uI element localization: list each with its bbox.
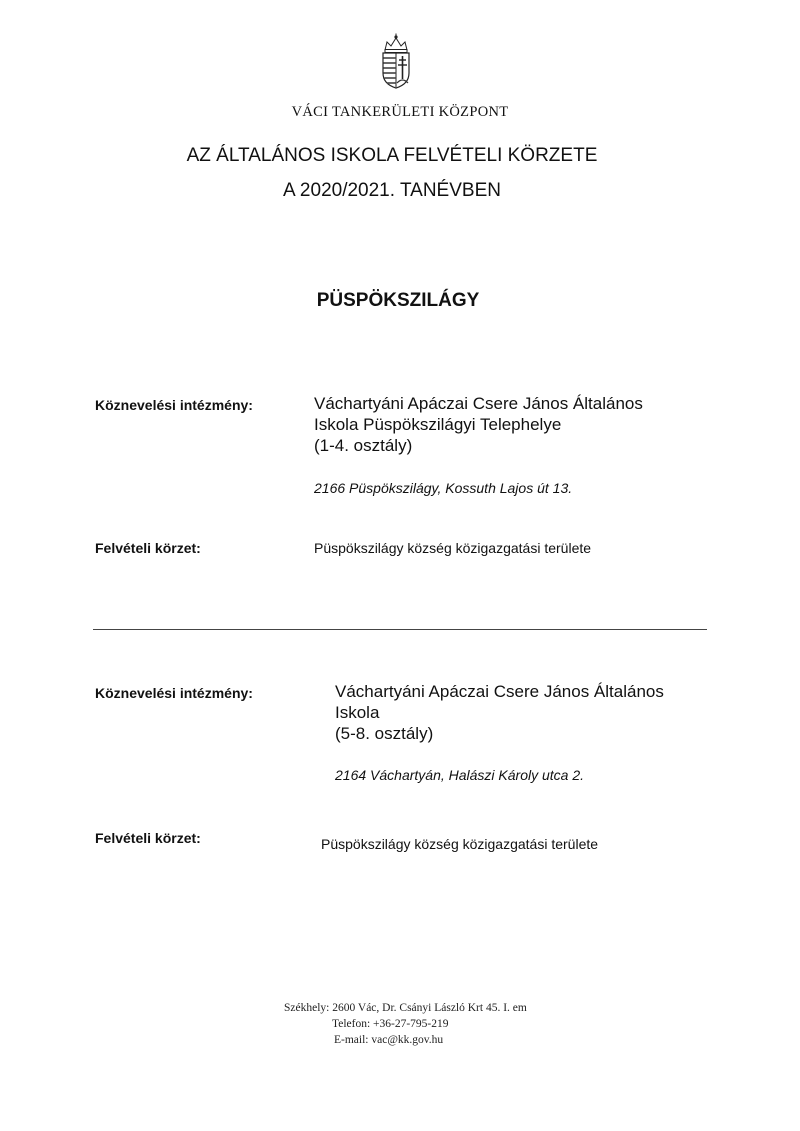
- hungarian-coat-of-arms-icon: [376, 33, 416, 89]
- document-subtitle: A 2020/2021. TANÉVBEN: [283, 180, 501, 201]
- agency-name: VÁCI TANKERÜLETI KÖZPONT: [291, 104, 509, 120]
- section-divider: [93, 629, 707, 630]
- institution-label: Köznevelési intézmény:: [95, 685, 253, 701]
- district-label: Felvételi körzet:: [95, 830, 201, 846]
- institution-label: Köznevelési intézmény:: [95, 397, 253, 413]
- institution-line: Iskola: [335, 703, 380, 722]
- institution-address: 2166 Püspökszilágy, Kossuth Lajos út 13.: [314, 480, 573, 496]
- district-value: Püspökszilágy község közigazgatási területe: [314, 540, 592, 556]
- settlement-heading: PÜSPÖKSZILÁGY: [316, 290, 480, 311]
- institution-line: Váchartyáni Apáczai Csere János Általános: [314, 394, 643, 413]
- footer-phone: Telefon: +36-27-795-219: [332, 1018, 449, 1030]
- district-value: Püspökszilágy község közigazgatási területe: [321, 836, 599, 852]
- institution-line: Iskola Püspökszilágyi Telephelye: [314, 415, 562, 434]
- institution-name: [335, 681, 664, 744]
- footer-seat: Székhely: 2600 Vác, Dr. Csányi László Krt 45. I. em: [284, 1002, 527, 1014]
- institution-line: Váchartyáni Apáczai Csere János Általános: [335, 682, 664, 701]
- institution-address: 2164 Váchartyán, Halászi Károly utca 2.: [335, 767, 585, 783]
- institution-line: (5-8. osztály): [335, 724, 434, 743]
- document-title: AZ ÁLTALÁNOS ISKOLA FELVÉTELI KÖRZETE: [186, 145, 598, 166]
- district-label: Felvételi körzet:: [95, 540, 201, 556]
- footer-email: E-mail: vac@kk.gov.hu: [334, 1034, 444, 1046]
- institution-name: [314, 393, 643, 456]
- institution-line: (1-4. osztály): [314, 436, 413, 455]
